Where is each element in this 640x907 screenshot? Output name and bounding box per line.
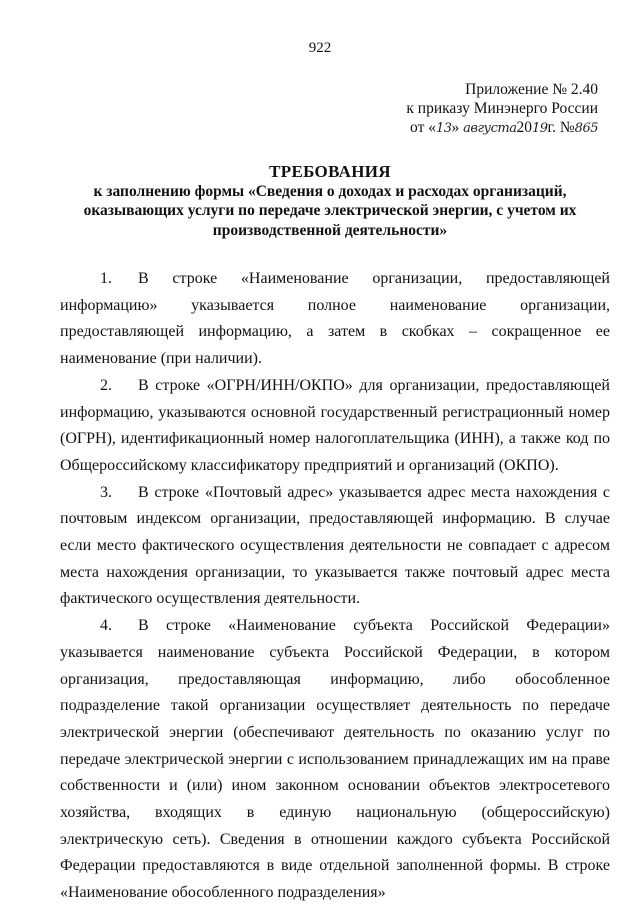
date-mid: » <box>451 119 460 136</box>
title-line-3: производственной деятельности» <box>212 221 448 239</box>
paragraph-3 <box>60 480 610 614</box>
paragraph-1 <box>60 266 610 373</box>
page-number: 922 <box>308 40 332 56</box>
date-suffix: г. № <box>547 119 575 136</box>
paragraph-number: 2. <box>100 376 112 394</box>
paragraph-4 <box>60 613 610 907</box>
paragraph-2 <box>60 373 610 480</box>
paragraph-text: В строке «Наименование организации, предоставляющей информацию» указывается полное наименование организации, предоставляющей информацию, а затем в скобках – сокращенное ее наименование (при наличии). <box>60 270 610 368</box>
date-year-prefix: 20 <box>516 119 532 136</box>
date-year-handwritten: 19 <box>531 121 548 136</box>
annex-order-ref: к приказу Минэнерго России <box>406 100 598 117</box>
paragraph-text: В строке «ОГРН/ИНН/ОКПО» для организации, предоставляющей информацию, указываются основной государственный регистрационный номер (ОГРН), идентификационный номер налогоплательщика (ИНН), а также код по Общероссийскому классификатору предприятий и организаций (ОКПО). <box>60 376 610 474</box>
annex-number: Приложение № 2.40 <box>465 81 598 98</box>
paragraph-text: В строке «Наименование субъекта Российской Федерации» указывается наименование субъекта Российской Федерации, в котором организация, предоставляющая информацию, либо обособленное подразделение такой организации осуществляет деятельность по передаче электрической энергии (обеспечивают деятельность по оказанию услуг по передаче электрической энергии с использованием принадлежащих им на праве собственности и (или) ином законном основании объектов электросетевого хозяйства, входящих в единую национальную (общероссийскую) электрическую сеть). Сведения в отношении каждого субъекта Российской Федерации предоставляются в виде отдельной заполненной формы. В строке «Наименование обособленного подразделения» <box>60 617 610 902</box>
annex-date-line <box>378 118 598 138</box>
paragraph-text: В строке «Почтовый адрес» указывается адрес места нахождения с почтовым индексом организации, предоставляющей информацию. В случае если место фактического осуществления деятельности не совпадает с адресом места нахождения организации, то указывается также почтовый адрес места фактического осуществления деятельности. <box>60 483 610 608</box>
date-month-handwritten: августа <box>463 121 517 136</box>
paragraph-number: 1. <box>100 270 112 287</box>
paragraph-number: 4. <box>100 617 112 635</box>
document-title <box>60 162 600 240</box>
date-day-handwritten: 13 <box>436 121 452 136</box>
document-body <box>60 266 610 907</box>
date-prefix: от « <box>410 119 436 136</box>
title-line-1: к заполнению формы «Сведения о доходах и расходах организаций, <box>93 182 567 200</box>
paragraph-number: 3. <box>100 483 112 501</box>
annex-header <box>378 80 598 138</box>
title-main: ТРЕБОВАНИЯ <box>269 162 391 181</box>
order-number-handwritten: 865 <box>574 121 598 136</box>
title-line-2: оказывающих услуги по передаче электрической энергии, с учетом их <box>83 202 577 219</box>
